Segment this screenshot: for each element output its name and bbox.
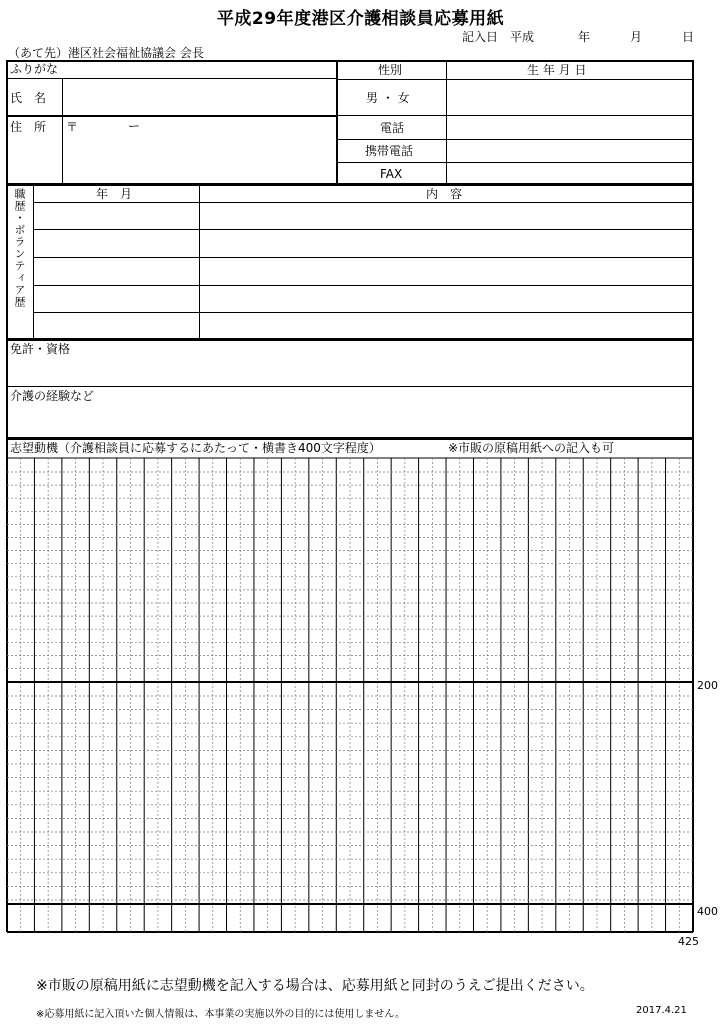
- char-count-400: 400: [697, 905, 718, 918]
- name-label: 氏 名: [10, 91, 47, 105]
- char-count-200: 200: [697, 679, 718, 692]
- gender-options: 男 ・ 女: [366, 91, 410, 105]
- motivation-label: 志望動機（介護相談員に応募するにあたって・横書き400文字程度）: [10, 441, 381, 455]
- experience-label: 介護の経験など: [10, 389, 95, 403]
- entry-date-day: 日: [682, 30, 695, 44]
- addressee: （あて先）港区社会福祉協議会 会長: [8, 46, 204, 60]
- entry-date-era: 平成: [510, 30, 535, 44]
- career-col-date: 年 月: [96, 187, 133, 201]
- address-label: 住 所: [10, 120, 47, 134]
- gender-header: 性別: [378, 63, 403, 77]
- mobile-label: 携帯電話: [365, 144, 414, 158]
- motivation-note: ※市販の原稿用紙への記入も可: [448, 441, 615, 455]
- char-count-425: 425: [678, 935, 699, 948]
- license-label: 免許・資格: [10, 342, 71, 356]
- furigana-label: ふりがな: [10, 62, 59, 76]
- career-col-content: 内 容: [426, 187, 463, 201]
- fax-label: FAX: [380, 167, 403, 181]
- birthdate-header: 生 年 月 日: [527, 63, 587, 77]
- career-side-label: 職歴・ボランティア歴: [13, 188, 26, 308]
- phone-label: 電話: [380, 121, 405, 135]
- entry-date-label: 記入日: [462, 30, 499, 44]
- postal-mark: 〒: [66, 120, 79, 134]
- entry-date-year: 年: [578, 30, 591, 44]
- form-title: 平成29年度港区介護相談員応募用紙: [216, 9, 505, 29]
- postal-dash: ー: [128, 119, 141, 133]
- footer-note-manuscript: ※市販の原稿用紙に志望動機を記入する場合は、応募用紙と同封のうえご提出ください。: [36, 978, 594, 994]
- entry-date-month: 月: [630, 30, 643, 44]
- footer-note-privacy: ※応募用紙に記入頂いた個人情報は、本事業の実施以外の目的には使用しません。: [36, 1009, 405, 1020]
- form-version: 2017.4.21: [636, 1005, 687, 1016]
